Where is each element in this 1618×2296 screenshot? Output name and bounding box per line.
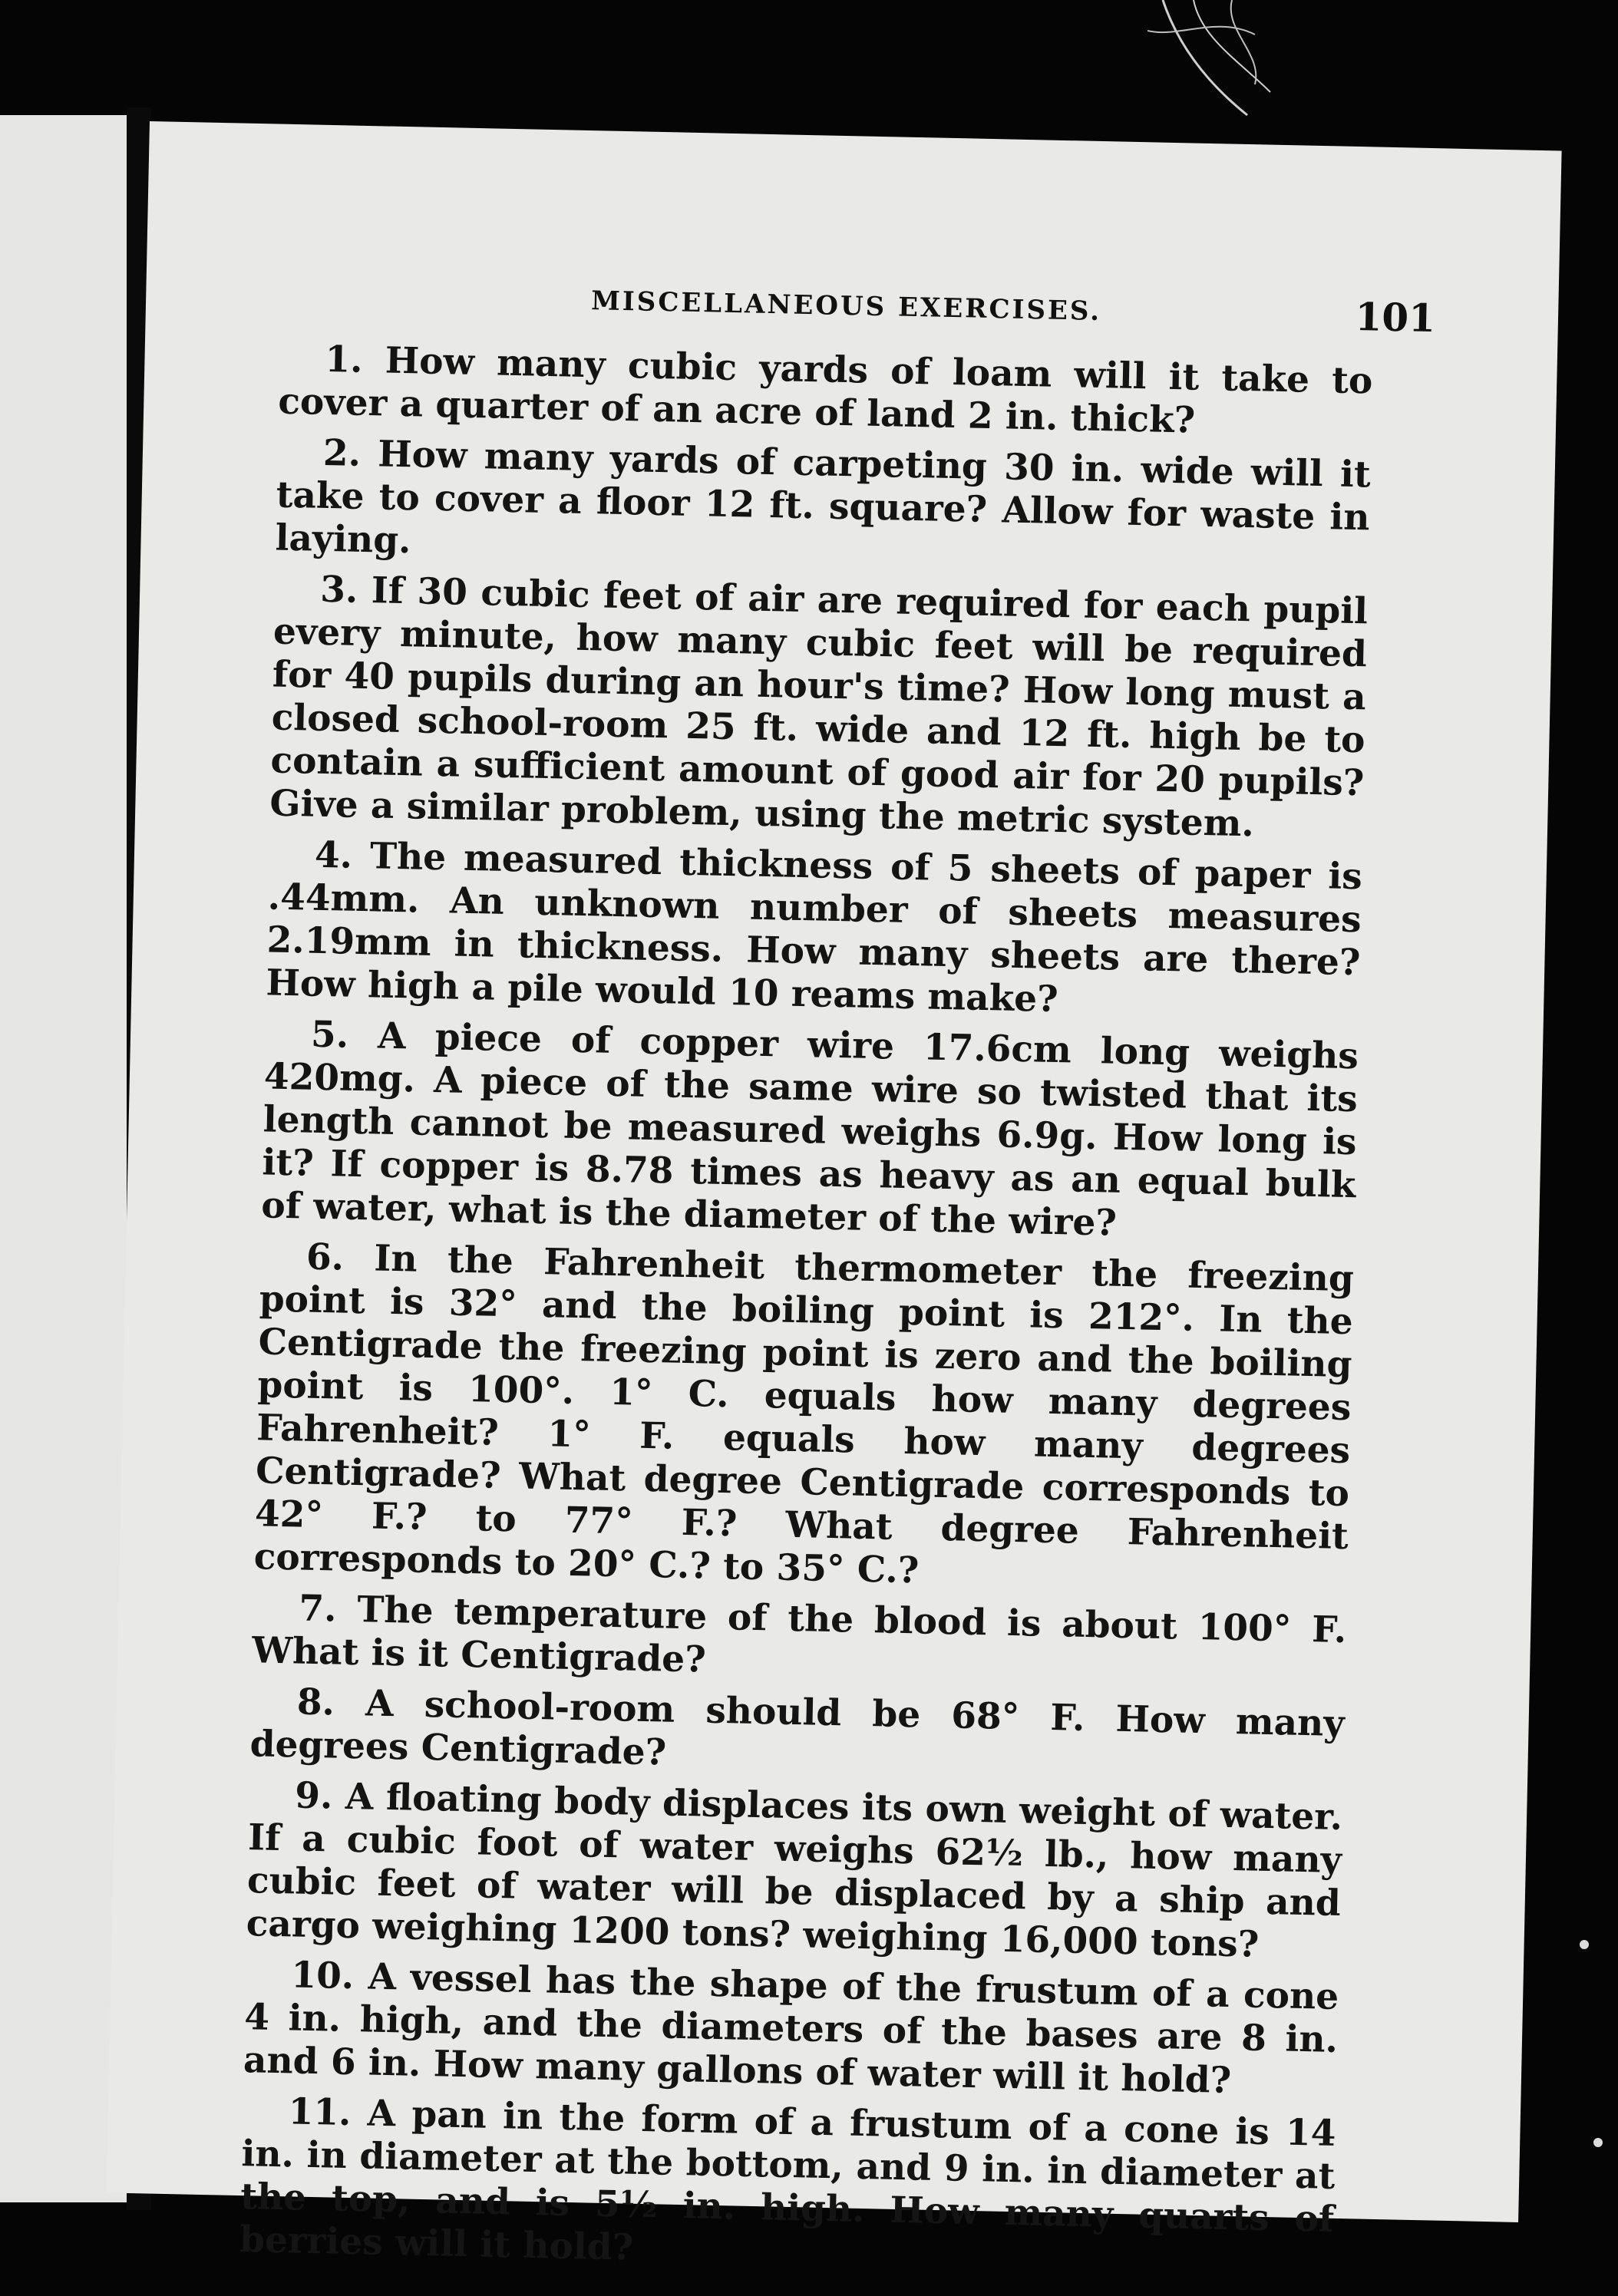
exercise-text: The temperature of the blood is about 100° F. What is it Centigrade? xyxy=(251,1588,1347,1681)
exercise-number: 3. xyxy=(319,568,358,612)
exercise-number: 2. xyxy=(322,431,362,475)
book-page xyxy=(106,121,1561,2269)
exercise-item xyxy=(261,1012,1359,1250)
exercise-item xyxy=(275,431,1371,583)
exercise-text: How many cubic yards of loam will it take to cover a quarter of an acre of land 2 in. thick? xyxy=(277,339,1373,442)
exercise-item xyxy=(253,1235,1354,1602)
exercise-item xyxy=(239,2090,1336,2284)
exercise-item xyxy=(252,1586,1347,1695)
exercise-number: 9. xyxy=(294,1774,333,1818)
exercise-number: 8. xyxy=(296,1681,335,1724)
exercise-text: In the Fahrenheit thermometer the freezing point is 32° and the boiling point is 212°. In the Centigrade the freezing point is zero and the boiling point is 100°. 1° C. equals how many degrees Fahrenheit? 1° F. equals how many degrees Centigrade? What degree Centigrade corresponds to 42° F.? to 77° F.? What degree Fahrenheit corresponds to 20° C.? to 35° C.? xyxy=(253,1237,1355,1592)
scan-speck xyxy=(1593,2138,1603,2147)
exercise-text: How many yards of carpeting 30 in. wide will it take to cover a floor 12 ft. square? Allow for waste in laying. xyxy=(275,433,1372,562)
exercise-text: A pan in the form of a frustum of a cone is 14 in. in diameter at the bottom, and 9 in. in diameter at the top, and is 5½ in. high. How many quarts of berries will it hold? xyxy=(239,2092,1336,2269)
exercise-number: 11. xyxy=(288,2090,352,2135)
exercise-item xyxy=(243,1953,1339,2105)
scan-speck xyxy=(1580,1940,1589,1949)
page-header xyxy=(590,278,1435,357)
running-title: MISCELLANEOUS EXERCISES. xyxy=(590,285,1102,328)
scan-scratch-marks xyxy=(1147,0,1393,130)
exercise-text: A vessel has the shape of the frustum of a cone 4 in. high, and the diameters of the bases are 8 in. and 6 in. How many gallons of water will it hold? xyxy=(243,1955,1339,2103)
exercise-number: 5. xyxy=(310,1013,349,1057)
exercise-number: 4. xyxy=(314,833,353,877)
exercise-text: A floating body displaces its own weight of water. If a cubic foot of water weighs 62½ lb., how many cubic feet of water will be displaced by a ship and cargo weighing 1200 tons? weighing 16,000 tons? xyxy=(246,1775,1343,1966)
exercise-number: 6. xyxy=(305,1235,345,1279)
exercise-item xyxy=(246,1773,1342,1968)
exercise-number: 1. xyxy=(324,338,364,381)
facing-page-edge xyxy=(0,115,127,2202)
page-number: 101 xyxy=(1355,293,1436,341)
exercise-text: A piece of copper wire 17.6cm long weighs 420mg. A piece of the same wire so twisted that its length cannot be measured weighs 6.9g. How long is it? If copper is 8.78 times as heavy as an equal bulk of water, what is the diameter of the wire? xyxy=(260,1014,1359,1245)
exercise-text: If 30 cubic feet of air are required for each pupil every minute, how many cubic feet will be required for 40 pupils during an hour's time? How long must a closed school-room 25 ft. wide and 12 ft. high be to contain a sufficient amount of good air for 20 pupils? Give a similar problem, using the metric system. xyxy=(269,569,1369,846)
exercise-item xyxy=(269,568,1369,849)
exercise-number: 7. xyxy=(298,1587,338,1631)
exercise-list xyxy=(239,338,1372,2292)
exercise-item xyxy=(249,1680,1345,1789)
exercise-number: 10. xyxy=(290,1954,355,1998)
exercise-item xyxy=(278,338,1373,447)
exercise-item xyxy=(266,833,1362,1028)
exercise-text: A school-room should be 68° F. How many degrees Centigrade? xyxy=(249,1682,1346,1774)
exercise-text: The measured thickness of 5 sheets of paper is .44mm. An unknown number of sheets measures 2.19mm in thickness. How many sheets are there? How high a pile would 10 reams make? xyxy=(265,835,1363,1021)
